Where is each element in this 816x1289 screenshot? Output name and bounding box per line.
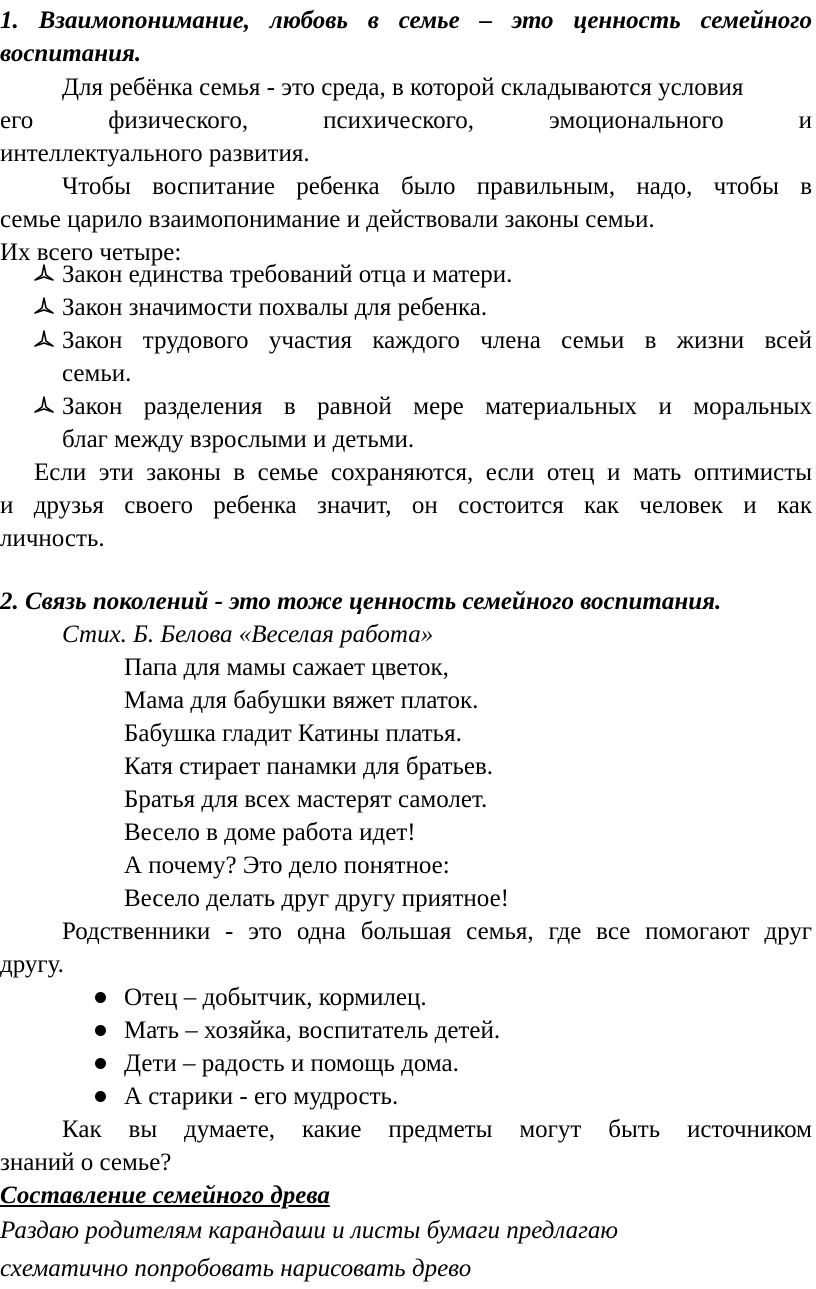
para1-line3: интеллектуального развития. bbox=[0, 140, 310, 167]
para5-line2: другу. bbox=[0, 951, 64, 978]
para4-line3: личность. bbox=[0, 525, 105, 552]
para1-line2 bbox=[0, 104, 812, 137]
para1-word: эмоционального bbox=[548, 107, 724, 134]
para1-word: и bbox=[798, 107, 812, 134]
para2-line2: семье царило взаимопонимание и действовали законы семьи. bbox=[0, 206, 655, 233]
poem-line: Катя стирает панамки для братьев. bbox=[124, 753, 494, 780]
note-line2: схематично попробовать нарисовать древо bbox=[0, 1255, 472, 1282]
wing-bullet-icon bbox=[34, 329, 54, 349]
bullet-dot-icon bbox=[95, 1058, 106, 1069]
poem-line: Бабушка гладит Катины платья. bbox=[124, 720, 462, 747]
para5-line1: Родственники - это одна большая семья, где все помогают друг bbox=[62, 918, 812, 945]
role-item: Мать – хозяйка, воспитатель детей. bbox=[124, 1017, 501, 1044]
note-line1: Раздаю родителям карандаши и листы бумаги предлагаю bbox=[0, 1217, 618, 1244]
wing-bullet-icon bbox=[34, 263, 54, 283]
poem-title: Стих. Б. Белова «Веселая работа» bbox=[62, 621, 434, 648]
section1-heading-line1: 1. Взаимопонимание, любовь в семье – это ценность семейного bbox=[0, 7, 812, 34]
poem-line: Мама для бабушки вяжет платок. bbox=[124, 687, 479, 714]
poem-line: Весело делать друг другу приятное! bbox=[124, 885, 510, 912]
poem-line: Братья для всех мастерят самолет. bbox=[124, 786, 488, 813]
law-item-3-line1: Закон трудового участия каждого члена семьи в жизни всей bbox=[62, 327, 812, 354]
para4-line2: и друзья своего ребенка значит, он состоится как человек и как bbox=[0, 492, 812, 519]
law-item-4-line2: благ между взрослыми и детьми. bbox=[62, 426, 415, 453]
bullet-dot-icon bbox=[95, 1091, 106, 1102]
para1-word: его bbox=[0, 107, 34, 134]
bullet-dot-icon bbox=[95, 1025, 106, 1036]
wing-bullet-icon bbox=[34, 296, 54, 316]
para1-word: физического, bbox=[108, 107, 249, 134]
law-item-2: Закон значимости похвалы для ребенка. bbox=[62, 294, 488, 321]
bullet-dot-icon bbox=[95, 992, 106, 1003]
section2-heading: 2. Связь поколений - это тоже ценность семейного воспитания. bbox=[0, 588, 722, 615]
section1-heading-line2: воспитания. bbox=[0, 40, 142, 67]
law-item-3-line2: семьи. bbox=[62, 360, 132, 387]
para4-line1: Если эти законы в семье сохраняются, если отец и мать оптимисты bbox=[34, 459, 812, 486]
para1-word: психического, bbox=[323, 107, 475, 134]
poem-line: Весело в доме работа идет! bbox=[124, 819, 416, 846]
law-item-1: Закон единства требований отца и матери. bbox=[62, 261, 513, 288]
poem-line: А почему? Это дело понятное: bbox=[124, 852, 450, 879]
para3: Их всего четыре: bbox=[0, 239, 182, 266]
wing-bullet-icon bbox=[34, 395, 54, 415]
section3-heading: Составление семейного древа bbox=[0, 1182, 330, 1209]
para1-line1: Для ребёнка семья - это среда, в которой складываются условия bbox=[62, 74, 744, 101]
law-item-4-line1: Закон разделения в равной мере материальных и моральных bbox=[62, 393, 812, 420]
poem-line: Папа для мамы сажает цветок, bbox=[124, 654, 449, 681]
para6-line2: знаний о семье? bbox=[0, 1149, 172, 1176]
role-item: А старики - его мудрость. bbox=[124, 1083, 399, 1110]
para2-line1: Чтобы воспитание ребенка было правильным, надо, чтобы в bbox=[62, 173, 812, 200]
para6-line1: Как вы думаете, какие предметы могут быть источником bbox=[62, 1116, 812, 1143]
role-item: Отец – добытчик, кормилец. bbox=[124, 984, 427, 1011]
role-item: Дети – радость и помощь дома. bbox=[124, 1050, 459, 1077]
